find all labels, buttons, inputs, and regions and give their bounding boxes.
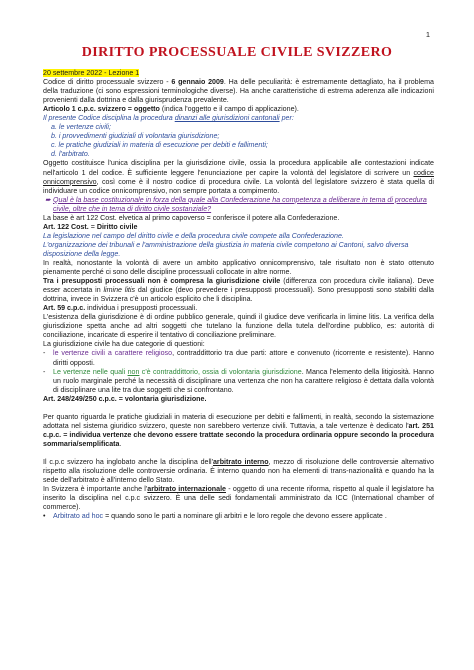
paragraph-intro <box>43 78 434 105</box>
article-122-eq: = <box>88 222 97 231</box>
list-item-volontaria-non: non <box>127 367 140 376</box>
spacer <box>43 449 434 458</box>
presupposti-text-d: dal giudice (devo prevedere i presupposti processuali). Sono presupposti sono stabiliti dalla dottrina, invece in Svizzera c'è un articolo esplicito che li disciplina. <box>43 286 434 304</box>
article-1-note: (indica l'oggetto e il campo di applicazione). <box>159 105 299 114</box>
bullet-ad-hoc <box>43 512 434 521</box>
article-59-text: individua i presupposti processuali. <box>85 304 198 313</box>
oggetto-text-c: , così come è il nostro codice di procedura civile. La volontà del legislatore svizzero è stata quella di individuare un codice onnicomprensivo, non sempre portata a compimento. <box>43 177 434 195</box>
article-1-title: Articolo 1 c.p.c. svizzero = oggetto <box>43 105 160 114</box>
arbitrato-int-text-a: In Svizzera è importante anche l' <box>43 485 148 494</box>
article-122-heading <box>43 223 434 232</box>
bullet-marker: • <box>43 512 46 521</box>
citation-item-d: d. l'arbitrato. <box>51 150 90 159</box>
list-item-volontaria-mid: c'è contraddittorio, ossia di volontaria giurisdizione <box>139 367 302 376</box>
citation-item-b: b. i provvedimenti giudiziali di volontaria giurisdizione; <box>51 132 220 141</box>
paragraph-ordine-pubblico: L'esistenza della giurisdizione è di ordine pubblico generale, quindi il giudice deve verificarla in limine litis. La verifica della giurisdizione spetta anche ad altri soggetti che tutelano la funzione della tutela dell'ordine pubblico, es: autorità di conciliazione, incaricate di esperire il tentativo di conciliazione preliminare. <box>43 313 434 340</box>
list-item-religioso-text: , contraddittorio tra due parti: attore e convenuto (ricorrente e resistente). Hanno diritti opposti. <box>53 349 434 367</box>
article-122-subject: Diritto civile <box>96 222 138 231</box>
arrow-icon: ➨ <box>45 195 51 204</box>
list-item-volontaria-text: . Manca l'elemento della litigiosità. Hanno un ruolo marginale perché la necessità di disciplinare una vertenza che non ha carattere religioso è dettata dalla volontà di disciplinare una lite tra due soggetti che si confrontano. <box>53 367 434 394</box>
lesson-header <box>43 69 434 78</box>
paragraph-realta: In realtà, nonostante la volontà di avere un ambito applicativo onnicomprensivo, tale risultato non è stato ottenuto pienamente perché ci sono delle discipline processuali collocate in altre norme. <box>43 258 434 277</box>
intro-text-c: . Ha delle peculiarità: è estremamente dettagliato, ha il problema della traduzione (ci sono espressioni terminologiche diverse). Ha anche caratteristiche di estrema aderenza alle indicazioni provenienti dalla dottrina e dalla giurisprudenza prevalente. <box>43 78 434 105</box>
esecuzione-text-a: Per quanto riguarda le pratiche giudiziali in materia di esecuzione per debiti e fallimenti, in realtà, secondo la sistemazione adottata nel sistema giuridico svizzero, queste non sarebbero vertenze civili. Tuttavia, a tale vertenze è dedicato l' <box>43 412 434 430</box>
citation-art1-a: Il presente Codice disciplina la procedura <box>43 114 175 123</box>
arbitrato-int-text-c: - oggetto di una recente riforma, rispetto al quale il legislatore ha inserito la disciplina nel c.p.c svizzero. È una delle sedi fondamentali amministrato da ICC (International chamber of commerce). <box>43 485 434 512</box>
arbitrato-interno-term: arbitrato interno <box>212 457 269 466</box>
article-248-line: Art. 248/249/250 c.p.c. = volontaria giurisdizione. <box>43 394 207 403</box>
paragraph-esecuzione <box>43 413 434 449</box>
citation-art122-1: La legislazione nel campo del diritto civile e della procedura civile compete alla Confederazione. <box>43 231 344 240</box>
spacer <box>43 404 434 413</box>
citation-item-c: c. le pratiche giudiziali in materia di esecuzione per debiti e fallimenti; <box>51 141 268 150</box>
dash-marker: - <box>43 349 46 358</box>
dash-marker: - <box>43 367 46 376</box>
presupposti-limine: limine litis <box>103 286 136 295</box>
intro-date: 6 gennaio 2009 <box>171 78 224 87</box>
citation-art1 <box>43 114 434 123</box>
document-title: DIRITTO PROCESSUALE CIVILE SVIZZERO <box>81 45 393 60</box>
citation-art1-b: dinanzi alle giurisdizioni cantonali <box>174 114 280 123</box>
article-59-line <box>43 304 434 313</box>
paragraph-presupposti <box>43 277 434 304</box>
article-1-heading <box>43 105 434 114</box>
citation-art1-c: per: <box>279 114 294 123</box>
arbitrato-int-term: arbitrato internazionale <box>147 485 226 494</box>
page-number: 1 <box>425 30 430 39</box>
citation-item-a: a. le vertenze civili; <box>51 123 111 132</box>
ad-hoc-text: = quando sono le parti a nominare gli arbitri e le loro regole che devono essere applicate . <box>103 512 387 521</box>
paragraph-categorie: La giurisdizione civile ha due categorie di questioni: <box>43 340 205 349</box>
question-item <box>43 196 434 214</box>
paragraph-arbitrato-internazionale <box>43 485 434 512</box>
presupposti-bold: Tra i presupposti processuali non è compresa la giurisdizione civile <box>43 277 281 286</box>
paragraph-base: La base è art 122 Cost. elvetica al primo capoverso = conferisce il potere alla Confederazione. <box>43 213 340 222</box>
lesson-header-text: 20 settembre 2022 - Lezione 1 <box>43 69 140 77</box>
list-item-religioso-lead: le vertenze civili a carattere religioso <box>53 349 173 358</box>
citation-art122-2: L'organizzazione dei tribunali e l'amministrazione della giustizia in materia civile competono ai Cantoni, salvo diversa disposizione della legge. <box>43 240 409 258</box>
esecuzione-text-c: . <box>119 439 122 448</box>
list-item-religioso <box>43 349 434 367</box>
list-item-volontaria-lead: Le vertenze nelle quali <box>53 367 128 376</box>
document-body <box>43 69 434 521</box>
paragraph-oggetto <box>43 159 434 195</box>
arbitrato-interno-text-a: Il c.p.c svizzero ha inglobato anche la disciplina dell' <box>43 457 213 466</box>
esecuzione-bold: art. 251 c.p.c. = individua vertenze che devono essere trattate secondo la procedura ordinaria oppure secondo la procedura sommaria/semplificata <box>43 421 434 448</box>
presupposti-text-b: (differenza con procedura civile italiana). Deve esser accertata in <box>43 277 434 295</box>
question-text: Qual è la base costituzionale in forza della quale alla Confederazione ha competenza a deliberare in tema di procedura civile, oltre che in tema di diritto civile sostanziale? <box>53 195 427 213</box>
paragraph-arbitrato-interno <box>43 458 434 485</box>
intro-text-a: Codice di diritto processuale svizzero - <box>43 78 172 87</box>
article-59-title: Art. 59 c.p.c. <box>43 304 86 313</box>
article-122-title: Art. 122 Cost. <box>43 222 89 231</box>
oggetto-text-a: Oggetto costituisce l'unica disciplina per la giurisdizione civile, ossia la procedura applicabile alle contestazioni indicate nell'articolo 1 del codice. È sufficiente leggere l'enunciazione per capire la volontà del legislatore di scrivere un <box>43 159 434 177</box>
arbitrato-interno-text-c: , mezzo di risoluzione delle controversie alternativo rispetto alla risoluzione delle controversie ordinaria. È interno quando non ha elementi di trans-nazionalità e quando ha la sede dell'arbitrato è all'interno dello Stato. <box>43 457 434 485</box>
list-item-volontaria <box>43 368 434 395</box>
ad-hoc-term: Arbitrato ad hoc <box>53 512 104 521</box>
oggetto-highlight: codice onnicomprensivo <box>43 168 434 186</box>
